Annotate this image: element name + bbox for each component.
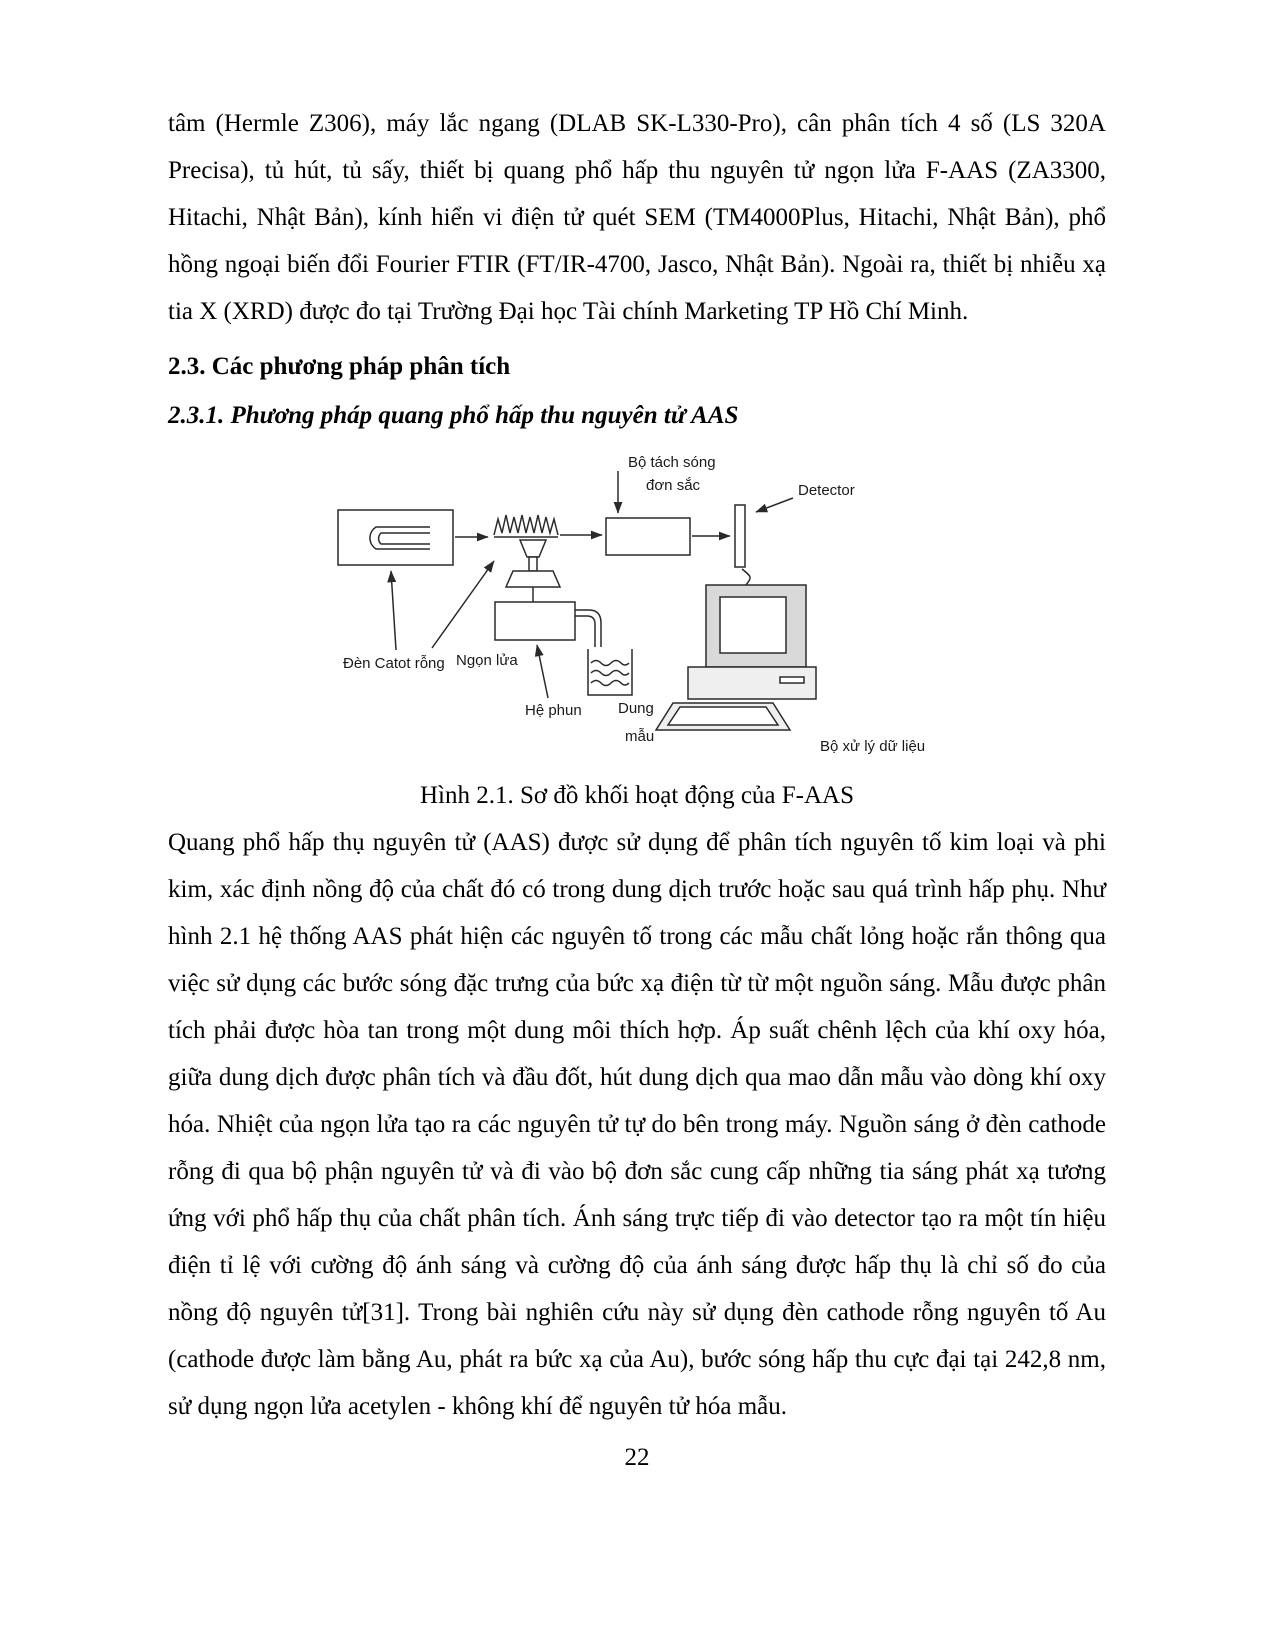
svg-text:Bộ tách sóng: Bộ tách sóng (628, 454, 716, 471)
detector-cable (742, 569, 750, 585)
label-sample-solution (618, 700, 654, 745)
section-subheading: 2.3.1. Phương pháp quang phổ hấp thu nguyên tử AAS (168, 402, 739, 429)
figure-caption: Hình 2.1. Sơ đồ khối hoạt động của F-AAS (419, 782, 855, 809)
intro-paragraph: tâm (Hermle Z306), máy lắc ngang (DLAB SK-L330-Pro), cân phân tích 4 số (LS 320A Precisa), tủ hút, tủ sấy, thiết bị quang phổ hấp thu nguyên tử ngọn lửa F-AAS (ZA3300, Hitachi, Nhật Bản), kính hiển vi điện tử quét SEM (TM4000Plus, Hitachi, Nhật Bản), phổ hồng ngoại biến đổi Fourier FTIR (FT/IR-4700, Jasco, Nhật Bản). Ngoài ra, thiết bị nhiễu xạ tia X (XRD) được đo tại Trường Đại học Tài chính Marketing TP Hồ Chí Minh. (168, 110, 1106, 325)
sample-tube (575, 610, 601, 647)
svg-text:Detector: Detector (798, 482, 855, 499)
label-monochromator (618, 454, 716, 513)
label-hollow-cathode-lamp (343, 571, 445, 672)
label-data-processor: Bộ xử lý dữ liệu (820, 738, 926, 755)
figure-faas-diagram (328, 445, 973, 770)
detector-bar (735, 505, 745, 567)
svg-text:Dung: Dung (618, 700, 654, 717)
monochromator-box (606, 518, 690, 555)
nebulizer-box (495, 602, 575, 640)
svg-text:đơn sắc: đơn sắc (646, 477, 701, 494)
burner-shape (506, 540, 560, 602)
svg-text:Ngọn lửa: Ngọn lửa (456, 652, 518, 669)
svg-text:Đèn Catot rỗng: Đèn Catot rỗng (343, 655, 445, 672)
section-heading: 2.3. Các phương pháp phân tích (168, 353, 511, 380)
faas-block-diagram (328, 445, 973, 765)
body-paragraph: Quang phổ hấp thụ nguyên tử (AAS) được sử dụng để phân tích nguyên tố kim loại và phi kim, xác định nồng độ của chất đó có trong dung dịch trước hoặc sau quá trình hấp phụ. Như hình 2.1 hệ thống AAS phát hiện các nguyên tố trong các mẫu chất lỏng hoặc rắn thông qua việc sử dụng các bước sóng đặc trưng của bức xạ điện từ từ một nguồn sáng. Mẫu được phân tích phải được hòa tan trong một dung môi thích hợp. Áp suất chênh lệch của khí oxy hóa, giữa dung dịch được phân tích và đầu đốt, hút dung dịch qua mao dẫn mẫu vào dòng khí oxy hóa. Nhiệt của ngọn lửa tạo ra các nguyên tử tự do bên trong máy. Nguồn sáng ở đèn cathode rỗng đi qua bộ phận nguyên tử và đi vào bộ đơn sắc cung cấp những tia sáng phát xạ tương ứng với phổ hấp thụ của chất phân tích. Ánh sáng trực tiếp đi vào detector tạo ra một tín hiệu điện tỉ lệ với cường độ ánh sáng và cường độ của ánh sáng được hấp thụ là chỉ số đo của nồng độ nguyên tử[31]. Trong bài nghiên cứu này sử dụng đèn cathode rỗng nguyên tố Au (cathode được làm bằng Au, phát ra bức xạ của Au), bước sóng hấp thu cực đại tại 242,8 nm, sử dụng ngọn lửa acetylen - không khí để nguyên tử hóa mẫu. (168, 829, 1106, 1420)
sample-beaker (588, 649, 632, 695)
flame-shape (494, 515, 558, 537)
label-nebulizer (525, 645, 582, 719)
hollow-cathode-lamp-shape (338, 510, 453, 565)
page-number: 22 (624, 1444, 650, 1471)
svg-text:mẫu: mẫu (625, 728, 655, 745)
svg-text:Hệ phun: Hệ phun (525, 702, 582, 719)
computer-shape (656, 585, 816, 730)
label-detector (756, 482, 855, 512)
